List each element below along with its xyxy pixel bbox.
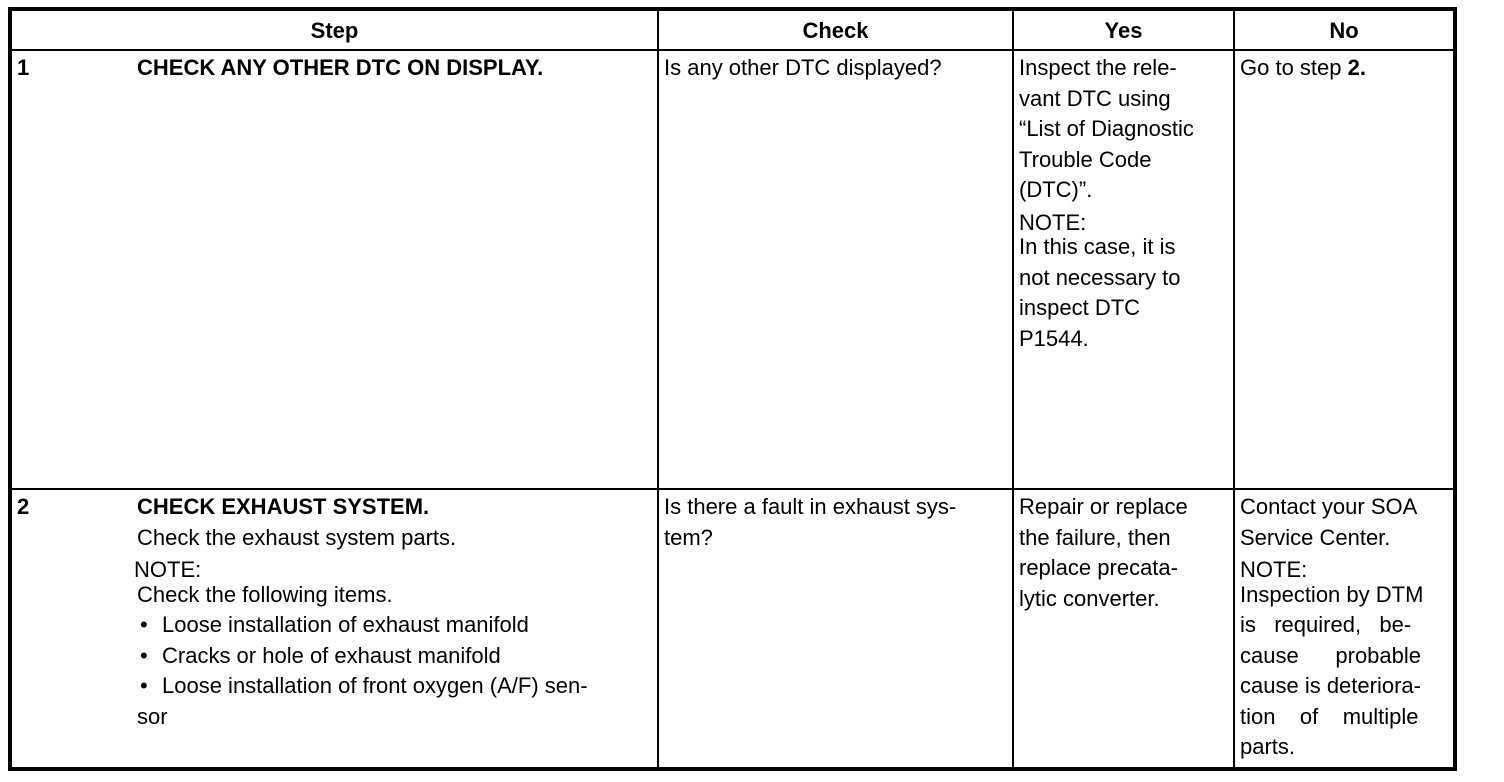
table-row [11,489,1454,768]
yes-note-line: inspect DTC [1019,295,1141,320]
table-row [11,50,1454,489]
yes-line: the failure, then [1019,524,1171,550]
header-check: Check [658,10,1013,50]
no-line: Contact your SOA [1240,494,1418,519]
yes-cell [1013,50,1234,489]
bullet: • [140,673,148,698]
list-item [137,671,652,702]
yes-note-line: P1544. [1019,325,1089,351]
yes-line: “List of Diagnostic [1019,116,1194,141]
step-cell [11,50,658,489]
yes-line: (DTC)”. [1019,177,1093,202]
header-step: Step [11,10,658,50]
yes-line: Inspect the rele- [1019,55,1177,80]
no-note-line: tion of multiple [1240,703,1419,729]
no-note-line: parts. [1240,734,1296,759]
check-cell [658,489,1013,768]
no-text: Go to step [1240,55,1348,80]
yes-note-label: NOTE: [1019,209,1087,235]
yes-line: replace precata- [1019,555,1178,580]
step-description: Check the exhaust system parts. [137,524,457,550]
check-cell [658,50,1013,489]
step-number: 1 [17,55,30,80]
step-title: CHECK ANY OTHER DTC ON DISPLAY. [137,55,544,80]
no-note-line: is required, be- [1240,612,1412,637]
step-title: CHECK EXHAUST SYSTEM. [137,494,430,519]
no-note-line: cause probable [1240,642,1422,668]
step-note-label: NOTE: [134,557,202,582]
diagnostic-table [10,9,1455,769]
table-header-row [11,10,1454,50]
no-cell [1234,50,1454,489]
bullet: • [140,642,148,668]
list-item-text: Loose installation of front oxygen (A/F) sen- [162,673,588,698]
list-item [137,641,652,672]
list-item [137,610,652,641]
step-number: 2 [17,494,30,519]
list-item-continuation: sor [137,703,168,729]
list-item-text: Loose installation of exhaust manifold [162,612,529,637]
no-note-line: Inspection by DTM [1240,581,1424,607]
yes-line: lytic converter. [1019,585,1160,611]
yes-note-line: not necessary to [1019,264,1181,290]
no-step-ref: 2. [1347,55,1366,80]
check-items-list [137,610,652,702]
list-item-text: Cracks or hole of exhaust manifold [162,642,501,668]
no-note-line: cause is deteriora- [1240,673,1421,698]
yes-line: Trouble Code [1019,146,1152,172]
yes-line: vant DTC using [1019,85,1171,111]
check-line: Is there a fault in exhaust sys- [664,494,957,519]
step-note-intro: Check the following items. [137,581,393,607]
yes-cell [1013,489,1234,768]
header-yes: Yes [1013,10,1234,50]
no-note-label: NOTE: [1240,557,1308,582]
bullet: • [140,612,148,637]
yes-line: Repair or replace [1019,494,1188,519]
check-line: tem? [664,524,713,550]
yes-note-line: In this case, it is [1019,234,1176,259]
step-cell [11,489,658,768]
no-line: Service Center. [1240,524,1391,550]
no-cell [1234,489,1454,768]
header-no: No [1234,10,1454,50]
check-question: Is any other DTC displayed? [664,55,942,80]
